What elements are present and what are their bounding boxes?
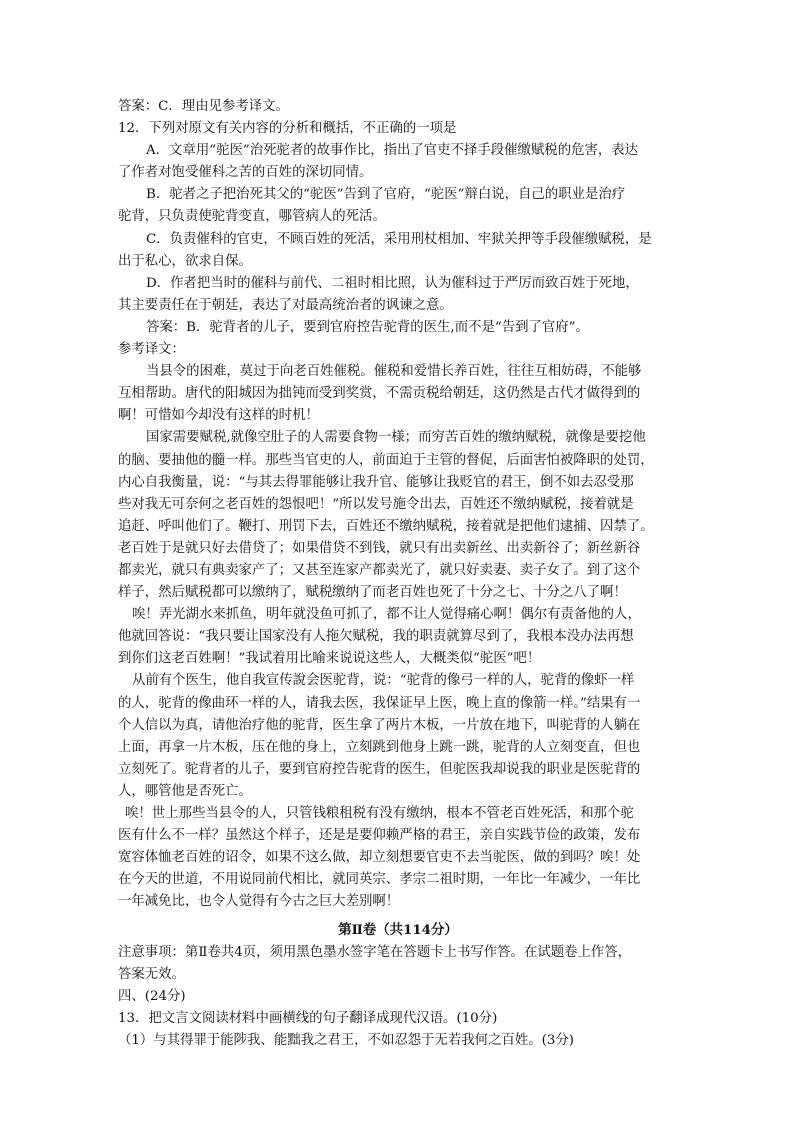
question-13: 13．把文言文阅读材料中画横线的句子翻译成现代汉语。(10分) — [118, 1010, 498, 1026]
question-13-1: （1）与其得罪于能陟我、能黜我之君王，不如忍怨于无若我何之百姓。(3分) — [118, 1032, 574, 1048]
translation-p2-line: 内心自我衡量，说：“与其去得罪能够让我升官、能够让我贬官的君王，倒不如去忍受那 — [118, 474, 634, 490]
question-12-stem: 12．下列对原文有关内容的分析和概括，不正确的一项是 — [118, 121, 457, 137]
translation-p5-line: 一年减免比，也令人觉得有今古之巨大差别啊！ — [118, 894, 400, 910]
option-c-line-2: 出于私心，欲求自保。 — [118, 253, 252, 269]
translation-p2-line: 追赶、呼叫他们了。鞭打、刑罚下去，百姓还不缴纳赋税，接着就是把他们逮捕、囚禁了。 — [118, 518, 654, 534]
translation-p5-line: 医有什么不一样？虽然这个样子，还是是要仰赖严格的君王，亲自实践节俭的政策，发布 — [118, 828, 641, 844]
translation-p2-line: 些对我无可奈何之老百姓的怨恨吧！”所以发号施令出去，百姓还不缴纳赋税，接着就是 — [118, 496, 634, 512]
translation-p2-line: 国家需要赋税,就像空肚子的人需要食物一様；而穷苦百姓的缴纳赋税，就像是要挖他 — [146, 430, 646, 446]
translation-p4-line: 立刻死了。驼背者的儿子，要到官府控告驼背的医生，但驼医我却说我的职业是医驼背的 — [118, 761, 641, 777]
translation-p1-line: 当县令的困难，莫过于向老百姓催税。催税和爱惜长养百姓，往往互相妨碍，不能够 — [146, 364, 642, 380]
part-4-heading: 四、(24分) — [118, 988, 186, 1004]
notice-line: 答案无效。 — [118, 966, 185, 982]
translation-title: 参考译文： — [118, 342, 185, 358]
answer-12: 答案：B．驼背者的儿子，要到官府控告驼背的医生,而不是“告到了官府”。 — [146, 319, 589, 335]
option-a-line-2: 了作者对饱受催科之苦的百姓的深切同情。 — [118, 165, 373, 181]
option-d-line-2: 其主要责任在于朝廷，表达了对最高统治者的讽谏之意。 — [118, 297, 453, 313]
option-a-line-1: A．文章用“驼医”治死驼者的故事作比，指出了官吏不择手段催缴赋税的危害，表达 — [146, 143, 639, 159]
translation-p4-line: 个人信以为真，请他治疗他的驼背，医生拿了两片木板，一片放在地下，叫驼背的人躺在 — [118, 717, 641, 733]
answer-11: 答案：C．理由见参考译文。 — [118, 99, 289, 114]
translation-p4-line: 上面，再拿一片木板，压在他的身上，立刻跳到他身上跳一跳，驼背的人立刻变直，但也 — [118, 739, 641, 755]
translation-p4-line: 人，哪管他是否死亡。 — [118, 783, 252, 799]
translation-p2-line: 都卖光，就只有典卖家产了；又甚至连家产都卖光了，就只好卖妻、卖子女了。到了这个 — [118, 562, 641, 578]
option-b-line-2: 驼背，只负责使驼背变直，哪管病人的死活。 — [118, 209, 386, 225]
translation-p5-line: 唉！世上那些当县令的人，只管钱粮租税有没有缴纳，根本不管老百姓死活，和那个驼 — [125, 806, 634, 821]
translation-p2-line: 老百姓于是就只好去借贷了；如果借贷不到钱，就只有出卖新丝、出卖新谷了；新丝新谷 — [118, 540, 641, 556]
notice-line: 注意事项：第Ⅱ卷共4页，须用黑色墨水签字笔在答题卡上书写作答。在试题卷上作答， — [118, 944, 632, 960]
translation-p1-line: 互相帮助。唐代的阳城因为拙钝而受到奖赏，不需贡税给朝廷，这仍然是古代才做得到的 — [118, 386, 641, 402]
translation-p2-line: 样子，然后赋税都可以缴纳了，赋税缴纳了而老百姓也死了十分之七、十分之八了啊！ — [118, 585, 627, 601]
option-b-line-1: B．驼者之子把治死其父的“驼医”告到了官府，“驼医”辩白说，自己的职业是治疗 — [146, 187, 626, 203]
option-d-line-1: D．作者把当时的催科与前代、二祖时相比照，认为催科过于严厉而致百姓于死地， — [146, 275, 639, 291]
translation-p4-line: 从前有个医生，他自我宣传說会医驼背，说：“驼背的像弓一样的人，驼背的像虾一样 — [132, 673, 635, 689]
translation-p5-line: 宽容体恤老百姓的诏令，如果不这么做，却立刻想要官吏不去当驼医，做的到吗？唉！处 — [118, 850, 641, 866]
translation-p1-line: 啊！可惜如今却没有这样的时机！ — [118, 408, 319, 424]
translation-p3-line: 他就回答说：“我只要让国家没有人拖欠赋税，我的职责就算尽到了，我根本没办法再想 — [118, 629, 634, 645]
translation-p4-line: 的人，驼背的像曲环一样的人，请我去医，我保证早上医，晚上直的像箭一样。”结果有一 — [118, 695, 641, 711]
translation-p5-line: 在今天的世道，不用说同前代相比，就同英宗、孝宗二祖时期，一年比一年减少，一年比 — [118, 872, 641, 888]
option-c-line-1: C．负责催科的官吏，不顾百姓的死活，采用刑杖相加、牢狱关押等手段催缴赋税，是 — [146, 231, 652, 247]
translation-p3-line: 到你们这老百姓啊！”我试着用比喻来说说这些人，大概类似“驼医”吧！ — [118, 651, 541, 667]
translation-p2-line: 的脑、要抽他的髓一样。那些当官吏的人，前面迫于主管的督促，后面害怕被降职的处罚， — [118, 452, 654, 468]
document-page — [118, 96, 678, 1052]
translation-p3-line: 唉！弄光湖水来抓鱼，明年就没鱼可抓了，都不让人觉得痛心啊！偶尔有责备他的人， — [132, 607, 641, 623]
section-2-title: 第Ⅱ卷（共114分） — [338, 922, 458, 939]
